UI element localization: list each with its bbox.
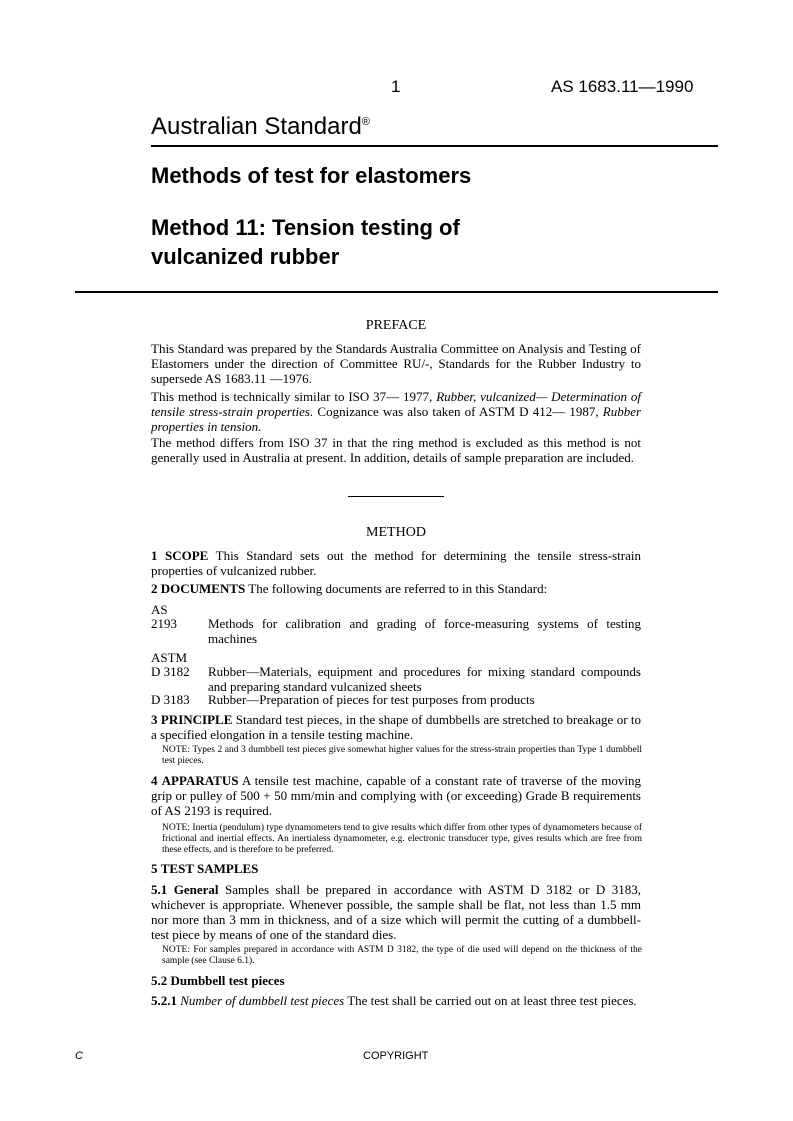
footer-mark: C xyxy=(75,1050,83,1062)
clause-2-number: 2 xyxy=(151,581,158,596)
clause-1-title: SCOPE xyxy=(165,548,209,563)
clause-5-title: TEST SAMPLES xyxy=(160,861,259,876)
clause-4-note: NOTE: Inertia (pendulum) type dynamometers tend to give results which differ from other types of dynamometers because of frictional and inertial effects. An inertialess dynamometer, e.g. electronic transducer type, gives results which are free from these effects, and is therefore to be preferred. xyxy=(162,823,642,855)
clause-5-1-text: Samples shall be prepared in accordance with ASTM D 3182 or D 3183, whichever is appropriate. Whenever possible, the sample shall be flat, not less than 1.5 mm nor more than 3 mm in thickness, and of a size which will permit the cutting of a dumbbell-test piece by means of one of the standard dies. xyxy=(151,882,642,942)
clause-3-text: Standard test pieces, in the shape of dumbbells are stretched to breakage or to a specified elongation in a tensile testing machine. xyxy=(151,712,642,742)
method-heading: METHOD xyxy=(366,525,426,540)
clause-3-title: PRINCIPLE xyxy=(160,712,233,727)
p2-title-astm: Rubber properties in tension. xyxy=(151,404,642,434)
method-title-line1: Method 11: Tension testing of xyxy=(151,215,460,240)
clause-5-heading xyxy=(151,861,258,876)
method-title-line2: vulcanized rubber xyxy=(151,244,340,269)
p2-text-a: This method is technically similar to ISO 37— 1977, xyxy=(151,389,433,404)
clause-5-2-1-title: Number of dumbbell test pieces xyxy=(180,993,345,1008)
clause-3-principle xyxy=(151,712,641,742)
doc-desc-d3182: Rubber—Materials, equipment and procedures for mixing standard compounds and preparing standard vulcanized sheets xyxy=(208,664,641,694)
clause-5-2-1-number: 5.2.1 xyxy=(151,993,177,1008)
clause-2-documents xyxy=(151,581,641,596)
clause-1-scope xyxy=(151,548,641,578)
clause-4-number: 4 xyxy=(151,773,158,788)
clause-5-1-number: 5.1 xyxy=(151,882,168,897)
p2-text-c: Cognizance was also taken of ASTM D 412— 1987, xyxy=(317,404,599,419)
clause-5-2-number: 5.2 xyxy=(151,973,168,988)
clause-3-number: 3 xyxy=(151,712,158,727)
series-title: Methods of test for elastomers xyxy=(151,163,472,188)
doc-group-astm: ASTM xyxy=(151,650,188,665)
clause-2-title: DOCUMENTS xyxy=(160,581,246,596)
title-rule xyxy=(151,145,718,147)
clause-1-text: This Standard sets out the method for determining the tensile stress-strain properties of vulcanized rubber. xyxy=(151,548,641,578)
brand-name: Australian Standard xyxy=(151,113,362,140)
clause-1-number: 1 xyxy=(151,548,158,563)
doc-code-d3183: D 3183 xyxy=(151,692,190,707)
footer-copyright: COPYRIGHT xyxy=(363,1050,429,1062)
doc-code-d3182: D 3182 xyxy=(151,664,190,679)
clause-5-1-general xyxy=(151,882,641,942)
preface-heading: PREFACE xyxy=(365,318,427,333)
brand-title xyxy=(151,113,370,141)
clause-5-2-1-text: The test shall be carried out on at least three test pieces. xyxy=(347,993,637,1008)
section-divider xyxy=(348,496,444,497)
clause-4-text: A tensile test machine, capable of a constant rate of traverse of the moving grip or pulley of 500 + 50 mm/min and complying with (or exceeding) Grade B requirements of AS 2193 is required. xyxy=(151,773,641,818)
clause-4-title: APPARATUS xyxy=(161,773,239,788)
clause-2-text: The following documents are referred to in this Standard: xyxy=(248,581,548,596)
doc-desc-as2193: Methods for calibration and grading of force-measuring systems of testing machines xyxy=(208,616,641,646)
clause-4-apparatus xyxy=(151,773,641,818)
clause-5-1-note: NOTE: For samples prepared in accordance with ASTM D 3182, the type of die used will depend on the thickness of the sample (see Clause 6.1). xyxy=(162,945,642,966)
header-rule xyxy=(75,291,718,293)
clause-5-number: 5 xyxy=(151,861,158,876)
page-number: 1 xyxy=(391,77,401,96)
clause-5-2-1 xyxy=(151,993,641,1008)
clause-3-note: NOTE: Types 2 and 3 dumbbell test pieces give somewhat higher values for the stress-strain properties than Type 1 dumbbell test pieces. xyxy=(162,745,642,766)
preface-paragraph-2 xyxy=(151,389,641,434)
doc-desc-d3183: Rubber—Preparation of pieces for test purposes from products xyxy=(208,692,535,707)
registered-mark: ® xyxy=(361,116,370,128)
clause-5-1-title: General xyxy=(173,882,219,897)
clause-5-2-heading xyxy=(151,973,285,988)
preface-paragraph-1: This Standard was prepared by the Standards Australia Committee on Analysis and Testing of Elastomers under the direction of Committee RU/-, Standards for the Rubber Industry to supersede AS 1683.11 —1976. xyxy=(151,341,641,386)
p2-title-iso: Rubber, vulcanized— Determination of tensile stress-strain properties. xyxy=(151,389,642,419)
clause-5-2-title: Dumbbell test pieces xyxy=(170,973,285,988)
preface-paragraph-3: The method differs from ISO 37 in that the ring method is excluded as this method is not generally used in Australia at present. In addition, details of sample preparation are included. xyxy=(151,435,641,465)
standard-number: AS 1683.11—1990 xyxy=(551,77,694,96)
doc-code-as2193: 2193 xyxy=(151,616,177,631)
doc-group-as: AS xyxy=(151,602,168,617)
